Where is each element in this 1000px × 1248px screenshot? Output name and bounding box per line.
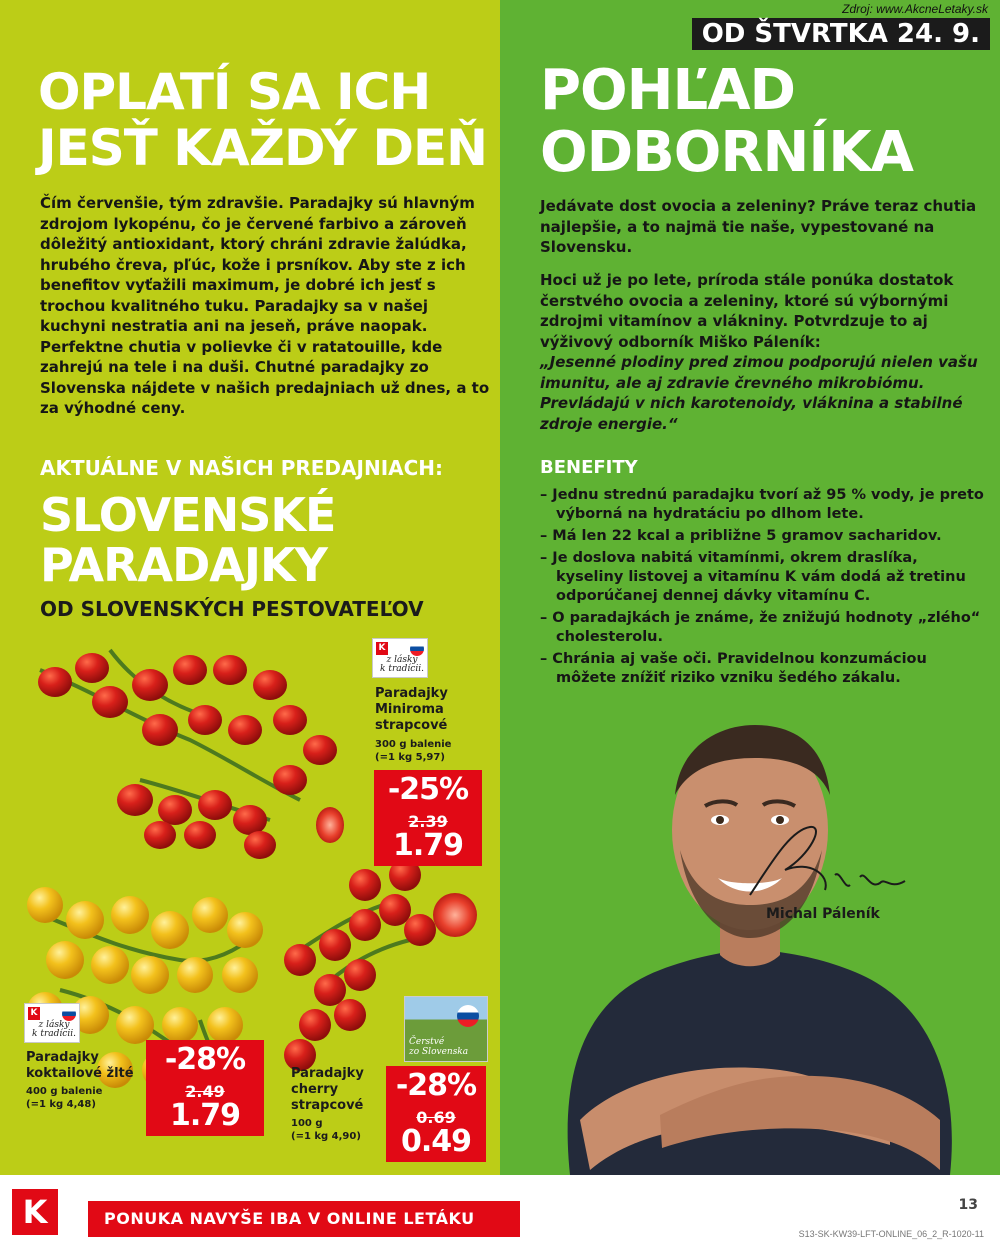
benefit-item: – Jednu strednú paradajku tvorí až 95 % vody, je preto výborná na hydratáciu po dlhom lete. — [540, 487, 984, 522]
product-detail-yellow — [26, 1085, 102, 1111]
left-body-text: Čím červenšie, tým zdravšie. Paradajky sú hlavným zdrojom lykopénu, čo je červené farbivo a zároveň dôležitý antioxidant, ktorý chráni zdravie žalúdka, hrubého čreva, pľúc, kože i prsníkov. Aby ste z ich benefitov vyťažili maximum, je dobré ich jesť s trochou kvalitného tuku. Paradajky sa v našej kuchyni nestratia ani na jeseň, práve naopak. Perfektne chutia v polievke či v ratatouille, kde zahrejú na tele i na duši. Chutné paradajky zo Slovenska nájdete v našich predajniach už dnes, a to za výhodné ceny. — [40, 194, 490, 417]
promo-subhead: AKTUÁLNE V NAŠICH PREDAJNIACH: — [40, 456, 444, 480]
eco-line1: Čerstvé — [409, 1037, 445, 1047]
kaufland-mini-logo: K — [376, 642, 388, 655]
right-intro-text: Jedávate dost ovocia a zeleniny? Práve teraz chutia najlepšie, a to najmä tie naše, vypestované na Slovensku. — [540, 197, 977, 256]
discount-label: -28% — [146, 1040, 264, 1080]
footer — [0, 1175, 1000, 1248]
product-name-line: cherry — [291, 1082, 339, 1097]
right-headline-line1: POHĽAD — [540, 58, 796, 123]
expert-portrait — [540, 700, 1000, 1175]
discount-label: -28% — [386, 1066, 486, 1106]
expert-intro: Hoci už je po lete, príroda stále ponúka dostatok čerstvého ovocia a zeleniny, ktoré sú výbornými zdrojmi vitamínov a vlákniny. Potvrdzuje to aj výživový odborník Miško Páleník: — [540, 271, 954, 351]
product-name-line: strapcové — [375, 718, 448, 733]
right-body-text — [540, 270, 980, 434]
old-price: 0.69 — [416, 1108, 456, 1127]
price-box-miniroma — [374, 770, 482, 866]
benefit-item: – Chránia aj vaše oči. Pravidelnou konzumáciou môžete znížiť riziko vzniku šedého zákalu. — [540, 651, 927, 686]
product-name-line: Paradajky — [375, 686, 448, 701]
product-pack: 100 g — [291, 1118, 323, 1129]
slovak-flag-icon — [410, 642, 424, 656]
product-unit-price: (=1 kg 5,97) — [375, 752, 445, 763]
benefit-item: – O paradajkách je známe, že znižujú hodnoty „zlého“ cholesterolu. — [540, 610, 981, 645]
left-headline — [38, 64, 487, 176]
z-lasky-line2: k tradícii. — [32, 1029, 76, 1039]
price-box-yellow — [146, 1040, 264, 1136]
product-name-line: Miniroma — [375, 702, 444, 717]
expert-name: Michal Páleník — [766, 906, 880, 922]
promo-title-line1: SLOVENSKÉ — [40, 488, 336, 542]
page-code: S13-SK-KW39-LFT-ONLINE_06_2_R-1020-11 — [798, 1229, 984, 1239]
z-lasky-line1: z lásky — [386, 655, 418, 665]
old-price: 2.49 — [185, 1082, 225, 1101]
product-pack: 300 g balenie — [375, 739, 452, 750]
kaufland-mini-logo: K — [28, 1007, 40, 1020]
product-name-line: strapcové — [291, 1098, 364, 1113]
z-lasky-line2: k tradícii. — [380, 664, 424, 674]
promo-title — [40, 490, 335, 590]
product-name-line: Paradajky — [291, 1066, 364, 1081]
product-name-cherry — [291, 1066, 364, 1114]
promo-title-line2: PARADAJKY — [40, 538, 327, 592]
slovak-flag-icon — [62, 1007, 76, 1021]
fresh-from-slovakia-badge — [404, 996, 488, 1062]
product-name-line: koktailové žlté — [26, 1066, 134, 1081]
product-name-yellow — [26, 1050, 134, 1082]
kaufland-logo — [12, 1189, 58, 1235]
promo-subtitle: OD SLOVENSKÝCH PESTOVATEĽOV — [40, 597, 424, 621]
page-number: 13 — [958, 1197, 978, 1213]
benefit-item: – Má len 22 kcal a približne 5 gramov sacharidov. — [540, 528, 942, 544]
eco-badge-text — [409, 1037, 468, 1057]
eco-line2: zo Slovenska — [409, 1047, 469, 1057]
miniroma-fruits — [38, 653, 344, 859]
product-detail-cherry — [291, 1117, 361, 1143]
product-unit-price: (=1 kg 4,90) — [291, 1131, 361, 1142]
benefits-list — [540, 486, 985, 691]
z-lasky-text — [27, 1021, 81, 1039]
z-lasky-text — [375, 656, 429, 674]
date-banner: OD ŠTVRTKA 24. 9. — [692, 18, 990, 50]
old-price: 2.39 — [408, 812, 448, 831]
expert-quote: „Jesenné plodiny pred zimou podporujú nielen vašu imunitu, ale aj zdravie črevného mikrobiómu. Prevládajú v nich karotenoidy, vláknina a stabilné zdroje energie.“ — [540, 353, 978, 433]
product-unit-price: (=1 kg 4,48) — [26, 1099, 96, 1110]
new-price: 0.49 — [400, 1124, 472, 1159]
slovak-heart-flag-icon — [457, 1005, 479, 1027]
right-headline-line2: ODBORNÍKA — [540, 120, 913, 185]
left-headline-line1: OPLATÍ SA ICH — [38, 63, 431, 121]
price-box-cherry — [386, 1066, 486, 1162]
new-price: 1.79 — [169, 1098, 241, 1133]
benefit-item: – Je doslova nabitá vitamínmi, okrem draslíka, kyseliny listovej a vitamínu K vám dodá až tretinu odporúčanej dennej dávky vitamínu C. — [540, 550, 966, 604]
right-headline — [540, 60, 913, 184]
new-price: 1.79 — [392, 828, 464, 863]
signature-image — [740, 815, 920, 905]
z-lasky-badge — [372, 638, 428, 678]
left-headline-line2: JESŤ KAŽDÝ DEŇ — [38, 119, 487, 177]
online-offer-banner: PONUKA NAVYŠE IBA V ONLINE LETÁKU — [88, 1201, 520, 1237]
benefits-title: BENEFITY — [540, 457, 638, 478]
kaufland-logo-letter: K — [22, 1193, 48, 1231]
discount-label: -25% — [374, 770, 482, 810]
product-pack: 400 g balenie — [26, 1086, 103, 1097]
source-label: Zdroj: www.AkcneLetaky.sk — [842, 2, 988, 16]
z-lasky-line1: z lásky — [38, 1020, 70, 1030]
z-lasky-badge — [24, 1003, 80, 1043]
product-name-line: Paradajky — [26, 1050, 99, 1065]
product-name-miniroma — [375, 686, 448, 734]
product-detail-miniroma — [375, 738, 451, 764]
